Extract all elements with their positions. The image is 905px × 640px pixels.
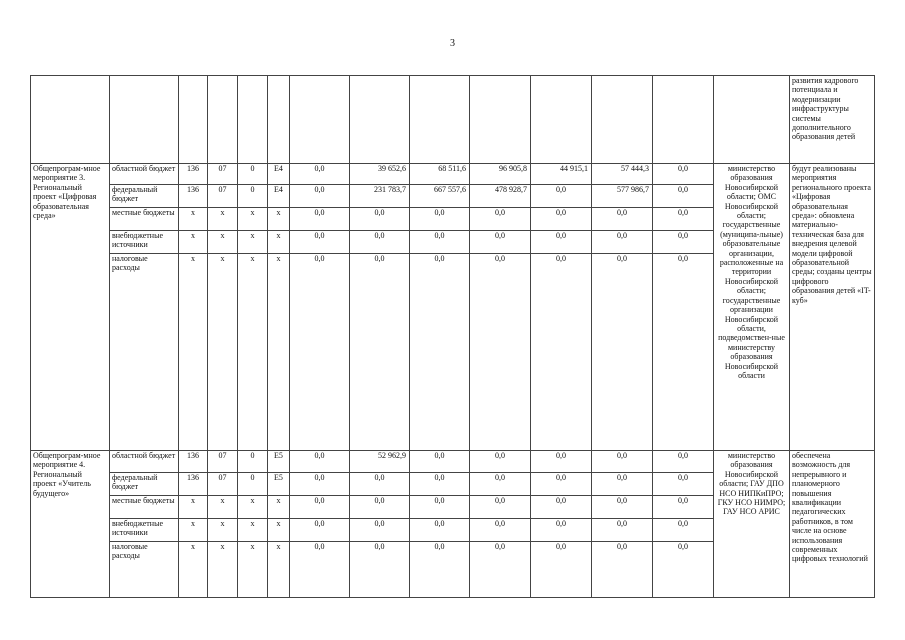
value-cell: 0,0 (592, 473, 653, 496)
budget-table (30, 75, 875, 598)
value-cell: 0,0 (653, 519, 714, 542)
value-cell: 0,0 (290, 519, 350, 542)
value-cell: 0,0 (653, 208, 714, 231)
code-cell: 136 (179, 451, 208, 473)
value-cell: 0,0 (410, 208, 470, 231)
code-cell: x (179, 542, 208, 598)
table-row (31, 164, 875, 185)
value-cell: 0,0 (290, 185, 350, 208)
code-cell: x (268, 208, 290, 231)
code-cell: x (268, 231, 290, 254)
result-cell: обеспечена возможность для непрерывного и планомерного повышения квалификации педагогических работников, в том числе на основе использования современных цифровых технологий (790, 451, 875, 598)
table-row (31, 76, 875, 164)
code-cell: x (268, 519, 290, 542)
code-cell: x (179, 231, 208, 254)
result-cell: развития кадрового потенциала и модернизации инфраструктуры системы дополнительного образования детей (790, 76, 875, 164)
value-cell: 0,0 (653, 542, 714, 598)
value-cell: 0,0 (410, 254, 470, 451)
value-cell: 0,0 (653, 185, 714, 208)
value-cell: 52 962,9 (350, 451, 410, 473)
source-cell: местные бюджеты (110, 496, 179, 519)
code-cell: x (238, 542, 268, 598)
value-cell: 0,0 (410, 473, 470, 496)
value-cell: 231 783,7 (350, 185, 410, 208)
value-cell: 0,0 (410, 542, 470, 598)
code-cell: x (179, 519, 208, 542)
source-cell: налоговые расходы (110, 542, 179, 598)
value-cell: 0,0 (470, 254, 531, 451)
code-cell: x (179, 208, 208, 231)
value-cell: 0,0 (592, 254, 653, 451)
code-cell: 0 (238, 451, 268, 473)
value-cell: 0,0 (350, 519, 410, 542)
value-cell: 0,0 (350, 496, 410, 519)
value-cell: 0,0 (290, 231, 350, 254)
value-cell: 0,0 (531, 473, 592, 496)
value-cell: 0,0 (470, 519, 531, 542)
value-cell: 0,0 (592, 496, 653, 519)
page-number: 3 (450, 38, 455, 49)
value-cell: 0,0 (531, 231, 592, 254)
value-cell: 0,0 (410, 231, 470, 254)
code-cell: x (268, 254, 290, 451)
code-cell: 07 (208, 473, 238, 496)
value-cell: 0,0 (290, 254, 350, 451)
code-cell: x (208, 254, 238, 451)
executors-cell: министерство образования Новосибирской области; ГАУ ДПО НСО НИПКиПРО; ГКУ НСО НИМРО; ГАУ НСО АРИС (714, 451, 790, 598)
value-cell: 0,0 (592, 231, 653, 254)
value-cell: 0,0 (350, 231, 410, 254)
source-cell: внебюджетные источники (110, 519, 179, 542)
source-cell: областной бюджет (110, 164, 179, 185)
code-cell: x (179, 496, 208, 519)
value-cell: 0,0 (290, 473, 350, 496)
code-cell: x (208, 208, 238, 231)
value-cell: 0,0 (470, 473, 531, 496)
code-cell: x (238, 254, 268, 451)
value-cell: 39 652,6 (350, 164, 410, 185)
code-cell: x (268, 496, 290, 519)
value-cell: 44 915,1 (531, 164, 592, 185)
value-cell: 0,0 (531, 451, 592, 473)
value-cell: 0,0 (470, 496, 531, 519)
table-row (31, 451, 875, 473)
code-cell: 136 (179, 473, 208, 496)
code-cell: E5 (268, 451, 290, 473)
value-cell: 0,0 (290, 542, 350, 598)
code-cell: x (238, 519, 268, 542)
code-cell: x (238, 231, 268, 254)
code-cell: 07 (208, 451, 238, 473)
value-cell: 96 905,8 (470, 164, 531, 185)
executors-cell: министерство образования Новосибирской области; ОМС Новосибирской области; государственные (муниципа-льные) образовательные организации, расположенные на территории Новосибирской области; государственные организации Новосибирской области, подведомствен-ные министерству образования Новосибирской области (714, 164, 790, 451)
code-cell: 136 (179, 164, 208, 185)
value-cell: 0,0 (470, 542, 531, 598)
event-name-cell: Общепрограм-мное мероприятие 3. Региональный проект «Цифровая образовательная среда» (31, 164, 110, 451)
value-cell: 0,0 (410, 451, 470, 473)
value-cell: 0,0 (350, 542, 410, 598)
value-cell: 667 557,6 (410, 185, 470, 208)
code-cell: E4 (268, 185, 290, 208)
value-cell: 0,0 (653, 496, 714, 519)
value-cell: 0,0 (592, 451, 653, 473)
code-cell: 136 (179, 185, 208, 208)
value-cell: 0,0 (653, 473, 714, 496)
source-cell: федеральный бюджет (110, 473, 179, 496)
code-cell: 0 (238, 473, 268, 496)
value-cell: 0,0 (470, 231, 531, 254)
source-cell: областной бюджет (110, 451, 179, 473)
code-cell: x (208, 519, 238, 542)
source-cell: внебюджетные источники (110, 231, 179, 254)
code-cell: x (208, 542, 238, 598)
value-cell: 577 986,7 (592, 185, 653, 208)
value-cell: 0,0 (350, 208, 410, 231)
value-cell: 0,0 (470, 208, 531, 231)
value-cell: 0,0 (531, 254, 592, 451)
code-cell: x (238, 208, 268, 231)
value-cell: 478 928,7 (470, 185, 531, 208)
code-cell: E5 (268, 473, 290, 496)
value-cell: 0,0 (653, 164, 714, 185)
code-cell: x (208, 496, 238, 519)
value-cell: 0,0 (290, 451, 350, 473)
code-cell: 07 (208, 164, 238, 185)
code-cell: E4 (268, 164, 290, 185)
value-cell: 0,0 (531, 208, 592, 231)
value-cell: 0,0 (531, 185, 592, 208)
value-cell: 0,0 (531, 496, 592, 519)
value-cell: 0,0 (350, 473, 410, 496)
value-cell: 0,0 (350, 254, 410, 451)
value-cell: 0,0 (410, 496, 470, 519)
code-cell: 0 (238, 164, 268, 185)
source-cell: налоговые расходы (110, 254, 179, 451)
value-cell: 0,0 (653, 254, 714, 451)
value-cell: 68 511,6 (410, 164, 470, 185)
source-cell: федеральный бюджет (110, 185, 179, 208)
value-cell: 0,0 (592, 542, 653, 598)
value-cell: 0,0 (653, 451, 714, 473)
code-cell: x (208, 231, 238, 254)
code-cell: x (238, 496, 268, 519)
value-cell: 0,0 (653, 231, 714, 254)
code-cell: 07 (208, 185, 238, 208)
value-cell: 0,0 (592, 208, 653, 231)
value-cell: 0,0 (470, 451, 531, 473)
code-cell: x (268, 542, 290, 598)
source-cell: местные бюджеты (110, 208, 179, 231)
code-cell: x (179, 254, 208, 451)
value-cell: 0,0 (531, 519, 592, 542)
value-cell: 0,0 (290, 164, 350, 185)
result-cell: будут реализованы мероприятия регионального проекта «Цифровая образовательная среда»: обновлена материально-техническая база для внедрения целевой модели цифровой образовательной среды; созданы центры цифрового образования детей «IT-куб» (790, 164, 875, 451)
value-cell: 57 444,3 (592, 164, 653, 185)
value-cell: 0,0 (410, 519, 470, 542)
event-name-cell: Общепрограм-мное мероприятие 4. Региональный проект «Учитель будущего» (31, 451, 110, 598)
code-cell: 0 (238, 185, 268, 208)
value-cell: 0,0 (592, 519, 653, 542)
value-cell: 0,0 (290, 496, 350, 519)
value-cell: 0,0 (290, 208, 350, 231)
value-cell: 0,0 (531, 542, 592, 598)
